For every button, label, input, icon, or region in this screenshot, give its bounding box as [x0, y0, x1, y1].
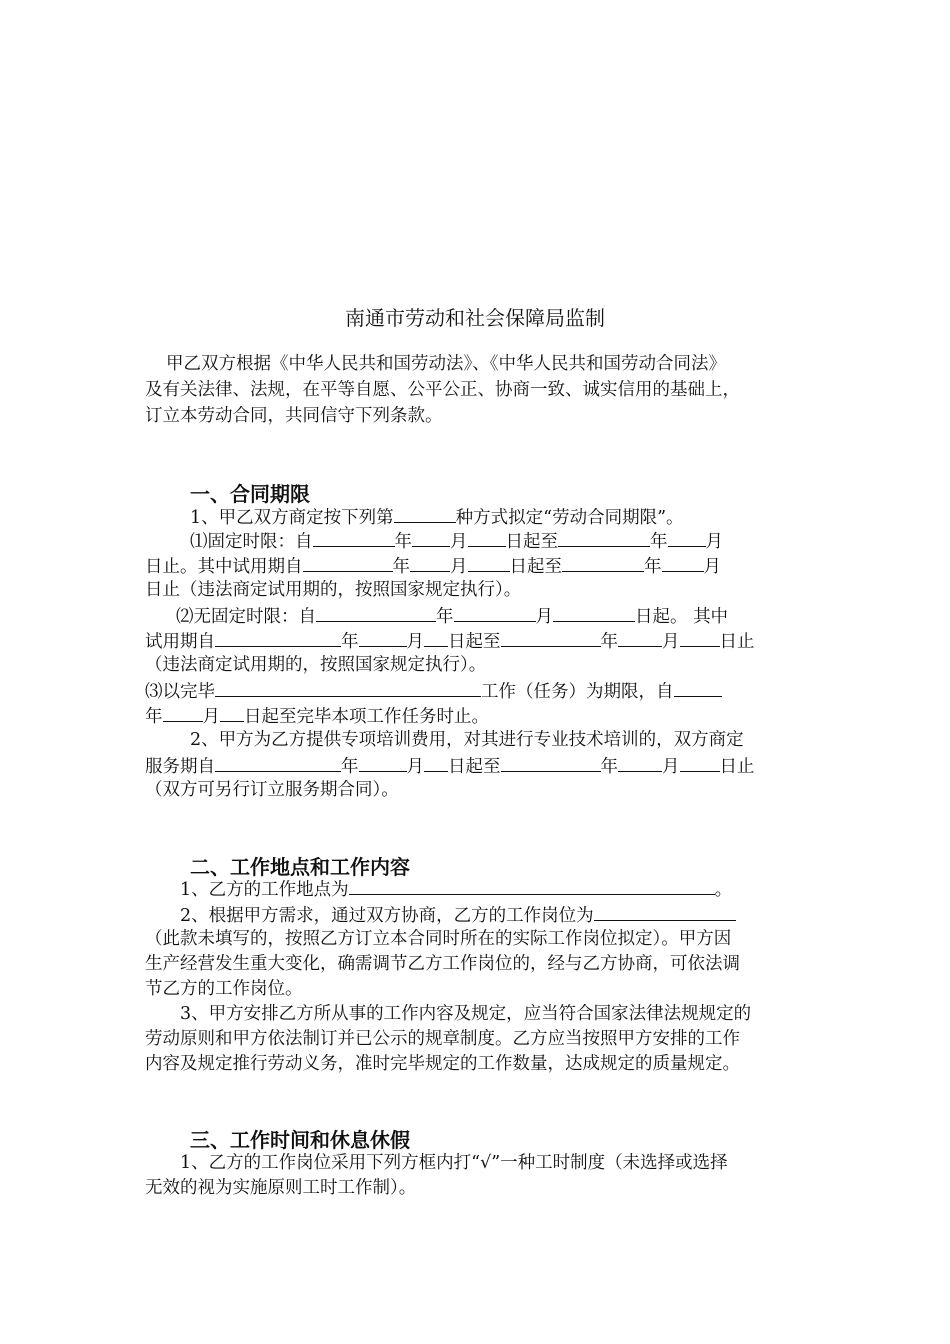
clause-1-note-3: （双方可另行订立服务期合同）。 [145, 780, 399, 800]
clause-1-fixed-term: ⑴固定时限：自 年 月 日起至 年 月 [190, 528, 723, 554]
intro-line-2: 及有关法律、法规，在平等自愿、公平公正、协商一致、诚实信用的基础上， [145, 380, 740, 400]
clause-1-task-term: ⑶以完毕 工作（任务）为期限，自 [145, 678, 722, 704]
clause-1-open-probation: 试用期自 年 月 日起至 年 月 日止 [145, 628, 755, 654]
intro-line-1: 甲乙双方根据《中华人民共和国劳动法》、《中华人民共和国劳动合同法》 [166, 354, 726, 374]
clause-3-1-cont: 无效的视为实施原则工时工作制）。 [145, 1178, 417, 1198]
page-title: 南通市劳动和社会保障局监制 [345, 306, 605, 330]
clause-1-note-1: 日止（违法商定试用期的，按照国家规定执行）。 [145, 580, 522, 600]
clause-1-service-period: 服务期自 年 月 日起至 年 月 日止 [145, 753, 755, 779]
clause-2-2-cont-1: （此款未填写的，按照乙方订立本合同时所在的实际工作岗位拟定）。甲方因 [145, 929, 732, 949]
clause-2-3: 3、甲方安排乙方所从事的工作内容及规定，应当符合国家法律法规规定的 [180, 1004, 752, 1024]
section-heading-3: 三、工作时间和休息休假 [190, 1128, 410, 1152]
clause-3-1: 1、乙方的工作岗位采用下列方框内打“√”一种工时制度（未选择或选择 [180, 1153, 728, 1173]
section-heading-2: 二、工作地点和工作内容 [190, 855, 410, 879]
clause-2-2-cont-2: 生产经营发生重大变化，确需调节乙方工作岗位的，经与乙方协商，可依法调 [145, 954, 740, 974]
clause-1-probation: 日止。其中试用期自 年 月 日起至 年 月 [145, 553, 721, 579]
clause-1-task-term-cont: 年 月 日起至完毕本项工作任务时止。 [145, 703, 489, 729]
intro-line-3: 订立本劳动合同，共同信守下列条款。 [145, 406, 443, 426]
clause-2-3-cont-1: 劳动原则和甲方依法制订并已公示的规章制度。乙方应当按照甲方安排的工作 [145, 1029, 740, 1049]
clause-2-3-cont-2: 内容及规定推行劳动义务，准时完毕规定的工作数量，达成规定的质量规定。 [145, 1054, 740, 1074]
section-heading-1: 一、合同期限 [190, 482, 310, 506]
clause-1-note-2: （违法商定试用期的，按照国家规定执行）。 [145, 655, 487, 675]
clause-1-open-term: ⑵无固定时限：自 年 月 日起。 其中 [176, 603, 728, 629]
clause-1-2: 2、甲方为乙方提供专项培训费用，对其进行专业技术培训的，双方商定 [190, 730, 744, 750]
clause-2-1: 1、乙方的工作地点为 。 [180, 876, 732, 902]
clause-1-1: 1、甲乙双方商定按下列第 种方式拟定“劳动合同期限”。 [190, 504, 684, 530]
clause-2-2: 2、根据甲方需求，通过双方协商，乙方的工作岗位为 [180, 902, 736, 928]
clause-2-2-cont-3: 节乙方的工作岗位。 [145, 979, 303, 999]
